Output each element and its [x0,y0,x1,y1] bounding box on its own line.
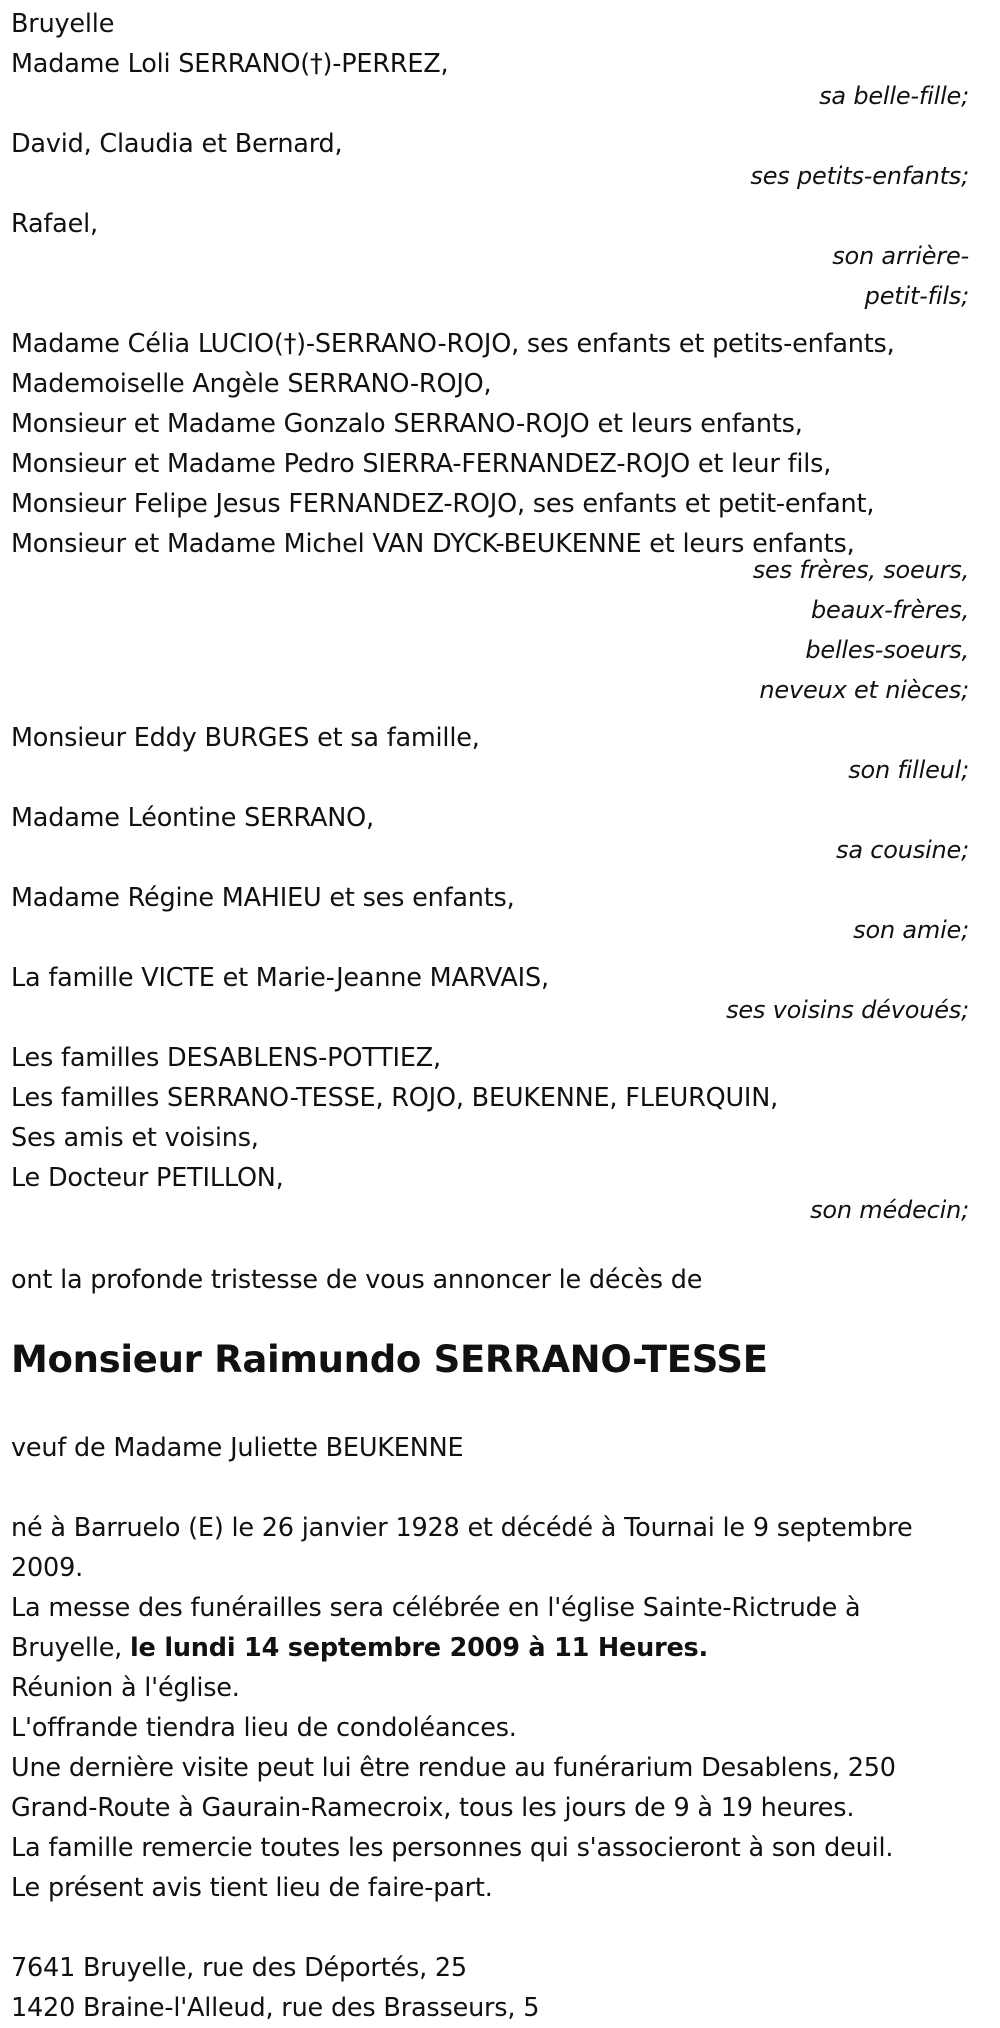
relation-label: son filleul; [848,756,969,784]
relation-label: sa cousine; [836,836,969,864]
notice: Le présent avis tient lieu de faire-part. [11,1873,493,1903]
family-member: Monsieur et Madame Michel VAN DYCK-BEUKENNE et leurs enfants, [11,529,855,559]
meeting-info: Réunion à l'église. [11,1673,240,1703]
family-member: Madame Célia LUCIO(†)-SERRANO-ROJO, ses enfants et petits-enfants, [11,329,895,359]
family-member: Le Docteur PETILLON, [11,1163,284,1193]
family-member: La famille VICTE et Marie-Jeanne MARVAIS, [11,963,549,993]
relation-label: ses frères, soeurs, beaux-frères, belles-soeurs, neveux et nièces; [752,556,969,704]
family-group [11,44,969,124]
thanks: La famille remercie toutes les personnes qui s'associeront à son deuil. [11,1833,894,1863]
family-member: David, Claudia et Bernard, [11,129,343,159]
family-member: Les familles SERRANO-TESSE, ROJO, BEUKENNE, FLEURQUIN, [11,1083,779,1113]
family-member: Monsieur Felipe Jesus FERNANDEZ-ROJO, ses enfants et petit-enfant, [11,489,875,519]
family-group [11,1038,969,1238]
family-group [11,124,969,204]
mass-date: le lundi 14 septembre 2009 à 11 Heures. [130,1633,709,1663]
relation-label: son amie; [853,916,969,944]
relation-label: ses voisins dévoués; [726,996,969,1024]
relation-label: ses petits-enfants; [750,162,969,190]
funeral-mass [11,1588,969,1668]
address: 1420 Braine-l'Alleud, rue des Brasseurs, 5 [11,1993,540,2023]
family-member: Mademoiselle Angèle SERRANO-ROJO, [11,369,492,399]
family-member: Les familles DESABLENS-POTTIEZ, [11,1043,441,1073]
visit-info: Une dernière visite peut lui être rendue au funérarium Desablens, 250 Grand-Route à Gaurain-Ramecroix, tous les jours de 9 à 19 heures. [11,1753,896,1823]
family-member: Monsieur et Madame Gonzalo SERRANO-ROJO et leurs enfants, [11,409,803,439]
family-group [11,324,969,718]
mass-location: La messe des funérailles sera célébrée en l'église Sainte-Rictrude à Bruyelle, [11,1593,861,1663]
relation-label: son médecin; [810,1196,969,1224]
family-group [11,204,969,324]
birth-death: né à Barruelo (E) le 26 janvier 1928 et décédé à Tournai le 9 septembre 2009. [11,1513,913,1583]
address: 7641 Bruyelle, rue des Déportés, 25 [11,1953,467,1983]
offering-info: L'offrande tiendra lieu de condoléances. [11,1713,517,1743]
family-group [11,718,969,798]
widow-of: veuf de Madame Juliette BEUKENNE [11,1433,464,1463]
funeral-details [11,1508,969,1908]
announcement: ont la profonde tristesse de vous annoncer le décès de [11,1265,703,1295]
family-member: Rafael, [11,209,98,239]
family-member: Monsieur et Madame Pedro SIERRA-FERNANDEZ-ROJO et leur fils, [11,449,832,479]
family-member: Madame Régine MAHIEU et ses enfants, [11,883,515,913]
family-member: Ses amis et voisins, [11,1123,259,1153]
relation-label: son arrière-petit-fils; [832,242,969,310]
family-group [11,798,969,878]
family-group [11,878,969,958]
deceased-name: Monsieur Raimundo SERRANO-TESSE [11,1338,768,1381]
relation-label: sa belle-fille; [819,82,969,110]
location: Bruyelle [11,9,115,39]
addresses [11,1948,969,2028]
family-group [11,958,969,1038]
family-member: Monsieur Eddy BURGES et sa famille, [11,723,480,753]
family-member: Madame Loli SERRANO(†)-PERREZ, [11,49,449,79]
family-member: Madame Léontine SERRANO, [11,803,374,833]
